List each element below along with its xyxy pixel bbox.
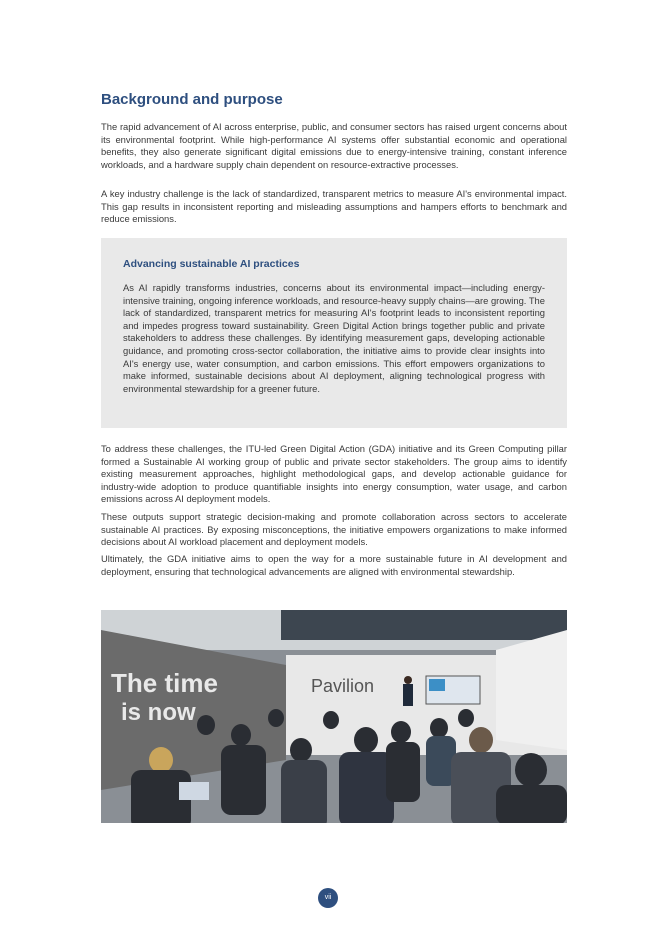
callout-title: Advancing sustainable AI practices (123, 258, 300, 270)
intro-paragraph-2: A key industry challenge is the lack of standardized, transparent metrics to measure AI's environmental impact. This gap results in inconsistent reporting and misleading assumptions and hampers efforts to benchmark and reduce emissions. (101, 188, 567, 224)
callout-text: As AI rapidly transforms industries, concerns about its environmental impact—including energy-intensive training, ongoing inference workloads, and resource-heavy supply chains—are growing. The lack of standardized, transparent metrics for measuring AI's footprint leads to inconsistent reporting and impedes progress toward sustainability. Green Digital Action brings together public and private stakeholders to address these challenges. By identifying measurement gaps, developing actionable guidance, and promoting cross-sector collaboration, the initiative aims to provide clear insights into AI's energy use, water consumption, and carbon emissions. This effort empowers organizations to make informed, sustainable decisions about AI deployment, aligning technological progress with environmental stewardship for a greener future. (123, 282, 545, 394)
intro-paragraph-1: The rapid advancement of AI across enterprise, public, and consumer sectors has raised urgent concerns about its environmental footprint. While high-performance AI systems offer substantial economic and operational benefits, they also generate significant digital emissions due to energy-intensive training, constant inference workloads, and a hardware supply chain dependent on resource-extractive processes. (101, 121, 567, 170)
page-number: vii (318, 888, 338, 908)
section-title: Background and purpose (101, 91, 283, 108)
body-paragraph-3: Ultimately, the GDA initiative aims to open the way for a more sustainable future in AI development and deployment, ensuring that technological advancements are aligned with environmental stewardship. (101, 553, 567, 577)
body-paragraph-1: To address these challenges, the ITU-led Green Digital Action (GDA) initiative and its Green Computing pillar formed a Sustainable AI working group of public and private sector stakeholders. The group aims to identify existing measurement approaches, highlight methodological gaps, and develop actionable guidance for industry-wide adoption to produce quantifiable insights into energy consumption, water usage, and carbon emissions across AI deployment models. (101, 443, 567, 504)
callout-box (101, 238, 567, 428)
wall-text-line1: The time (111, 668, 218, 698)
pavilion-text: Pavilion (311, 676, 375, 696)
body-paragraph-2: These outputs support strategic decision-making and promote collaboration across sectors to accelerate sustainable AI practices. By exposing misconceptions, the initiative empowers organizations to make informed decisions about AI workload placement and deployment models. (101, 511, 567, 547)
wall-text-line2: is now (121, 699, 196, 726)
event-photo (101, 610, 567, 823)
